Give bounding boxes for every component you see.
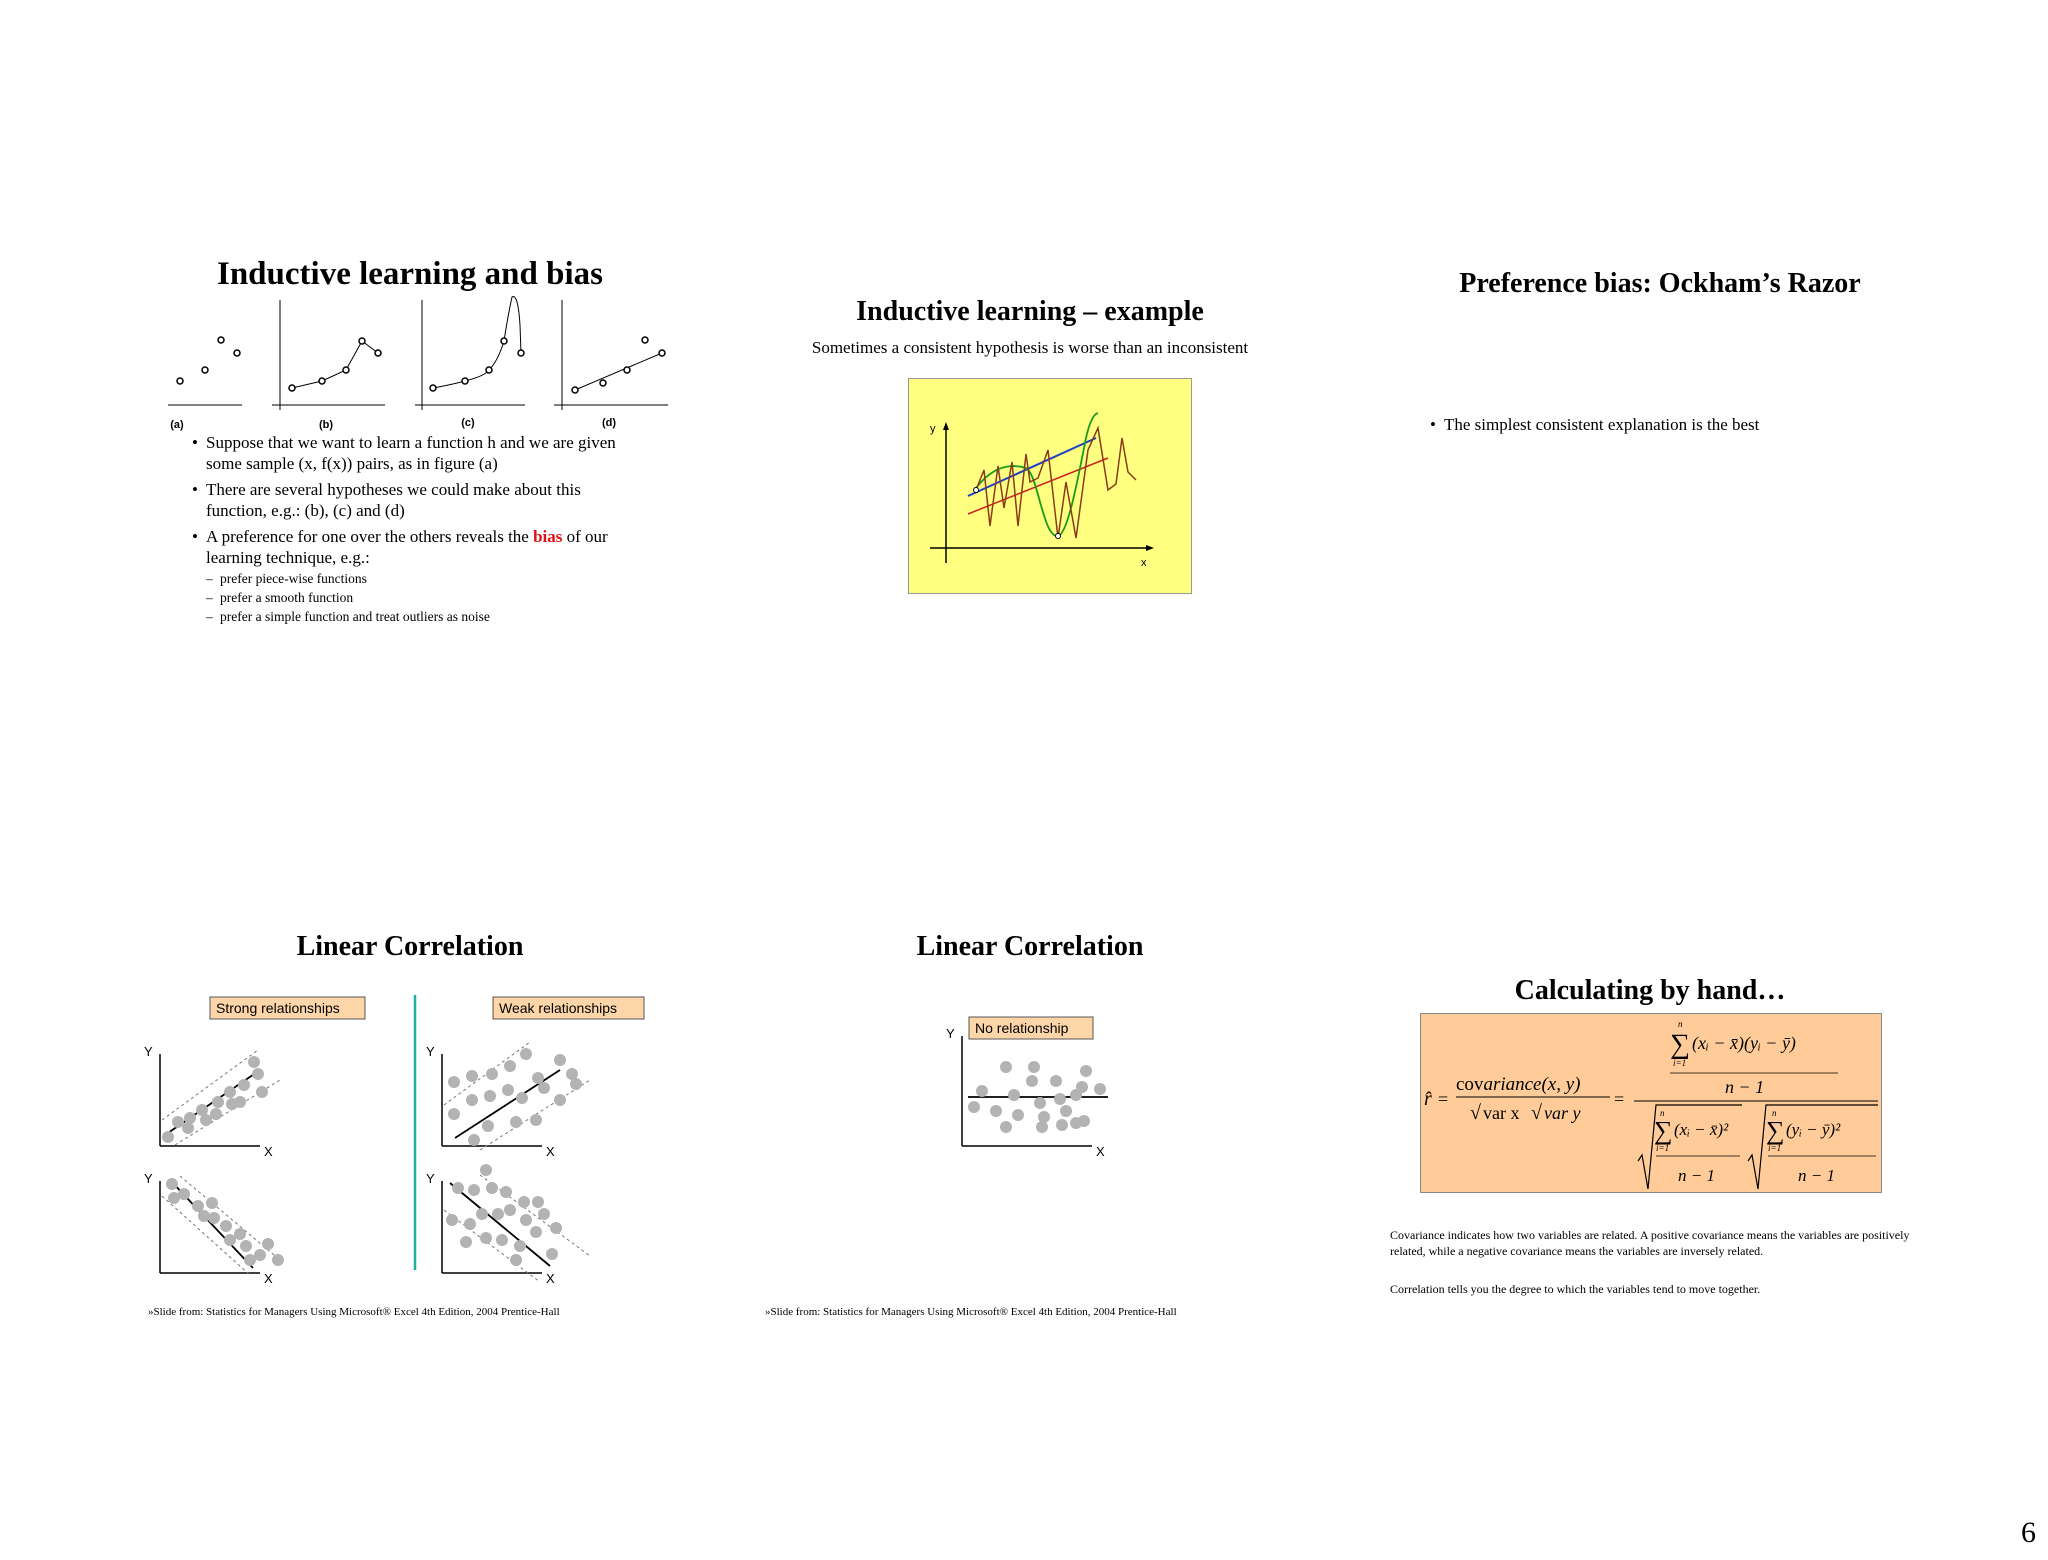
bullet-item: • The simplest consistent explanation is the best xyxy=(1430,414,1910,435)
scatter-point xyxy=(520,1048,532,1060)
sub-item: – prefer piece-wise functions xyxy=(206,569,642,588)
svg-text:i=1: i=1 xyxy=(1656,1143,1670,1153)
axis-y-label: Y xyxy=(144,1171,153,1186)
axis-x-label: X xyxy=(264,1144,273,1159)
scatter-point xyxy=(504,1060,516,1072)
scatter-point xyxy=(520,1214,532,1226)
figure-label-c: (c) xyxy=(461,417,475,429)
svg-text:i=1: i=1 xyxy=(1768,1143,1782,1153)
correlation-paragraph: Correlation tells you the degree to which the variables tend to move together. xyxy=(1390,1282,1761,1296)
scatter-point xyxy=(1038,1111,1050,1123)
scatter-point xyxy=(518,1196,530,1208)
scatter-point xyxy=(480,1232,492,1244)
scatter-point xyxy=(172,1116,184,1128)
scatter-point xyxy=(486,1068,498,1080)
scatter-point xyxy=(468,1184,480,1196)
scatter-point xyxy=(248,1056,260,1068)
scatter-point xyxy=(184,1112,196,1124)
scatter-point xyxy=(206,1197,218,1209)
var-x: var x xyxy=(1483,1103,1520,1123)
scatter-point xyxy=(240,1240,252,1252)
figure-label-b: (b) xyxy=(318,419,334,431)
scatter-point xyxy=(1056,1119,1068,1131)
sigma-1: ∑ xyxy=(1670,1029,1690,1060)
bullet-list xyxy=(192,432,642,631)
scatter-point xyxy=(538,1208,550,1220)
scatter-point xyxy=(484,1090,496,1102)
figure-label-a: (a) xyxy=(170,419,184,431)
scatter-point xyxy=(546,1248,558,1260)
scatter-point xyxy=(976,1085,988,1097)
scatter-point xyxy=(1034,1097,1046,1109)
slide-title: Preference bias: Ockham’s Razor xyxy=(1459,268,1861,299)
scatter-point xyxy=(504,1204,516,1216)
axis-y-label: Y xyxy=(426,1044,435,1059)
scatter-point xyxy=(192,1200,204,1212)
scatter-point xyxy=(262,1238,274,1250)
bullet-item: • A preference for one over the others reveals the bias of our learning technique, e.g.: – prefer piece-wise functions – prefer a smooth function – prefer a simple function and treat outliers as noise xyxy=(192,526,642,626)
scatter-point xyxy=(1070,1117,1082,1129)
scatter-point xyxy=(500,1186,512,1198)
scatter-point xyxy=(238,1079,250,1091)
scatter-point xyxy=(210,1108,222,1120)
sigma-3: ∑ xyxy=(1766,1116,1785,1145)
scatter-point xyxy=(516,1092,528,1104)
scatter-point xyxy=(448,1076,460,1088)
scatter-point xyxy=(464,1218,476,1230)
axis-y-label: Y xyxy=(426,1171,435,1186)
scatter-point xyxy=(570,1078,582,1090)
scatter-point xyxy=(452,1182,464,1194)
bias-highlight: bias xyxy=(533,527,563,546)
no-relationship-plot xyxy=(770,1015,1290,1215)
axis-y-label: Y xyxy=(144,1044,153,1059)
slide-title: Inductive learning – example xyxy=(856,296,1204,327)
scatter-point xyxy=(532,1196,544,1208)
sub-item: – prefer a smooth function xyxy=(206,588,642,607)
scatter-point xyxy=(510,1254,522,1266)
example-figure xyxy=(908,378,1192,594)
scatter-point xyxy=(1008,1089,1020,1101)
scatter-point xyxy=(990,1105,1002,1117)
scatter-point xyxy=(1060,1105,1072,1117)
source-credit: »Slide from: Statistics for Managers Using Microsoft® Excel 4th Edition, 2004 Prentice-Hall xyxy=(148,1306,560,1318)
axis-x-label: X xyxy=(1096,1144,1105,1159)
scatter-point xyxy=(466,1070,478,1082)
y-deviation-term: (yᵢ − ȳ)² xyxy=(1786,1120,1841,1139)
sub-item: – prefer a simple function and treat outliers as noise xyxy=(206,607,642,626)
slide-inductive-learning-bias xyxy=(140,250,680,640)
n-minus-1-right: n − 1 xyxy=(1798,1166,1835,1185)
n-minus-1-top: n − 1 xyxy=(1725,1077,1765,1097)
var-y: var y xyxy=(1544,1103,1581,1123)
scatter-point xyxy=(198,1210,210,1222)
scatter-point xyxy=(234,1096,246,1108)
scatter-point xyxy=(182,1122,194,1134)
sqrt-1: √ xyxy=(1470,1102,1481,1124)
axis-x-label: X xyxy=(546,1271,555,1286)
axis-x-label: X xyxy=(264,1271,273,1286)
slide-title: Calculating by hand… xyxy=(1514,975,1786,1006)
weak-relationships-label: Weak relationships xyxy=(499,1000,618,1016)
equals-2: = xyxy=(1614,1089,1625,1109)
scatter-point xyxy=(486,1182,498,1194)
scatter-point xyxy=(492,1208,504,1220)
scatter-point xyxy=(162,1131,174,1143)
svg-text:n: n xyxy=(1678,1019,1683,1029)
r-hat: r̂ xyxy=(1424,1088,1432,1110)
figure-panel-b xyxy=(272,300,385,410)
scatter-point xyxy=(514,1240,526,1252)
correlation-plots xyxy=(140,970,680,1315)
slide-title: Inductive learning and bias xyxy=(216,256,603,292)
scatter-point xyxy=(554,1054,566,1066)
svg-text:n: n xyxy=(1660,1108,1665,1118)
scatter-point xyxy=(224,1234,236,1246)
scatter-point xyxy=(168,1192,180,1204)
scatter-point xyxy=(1080,1065,1092,1077)
scatter-point xyxy=(538,1082,550,1094)
scatter-point xyxy=(550,1222,562,1234)
sub-list xyxy=(206,569,642,626)
axis-y-label: y xyxy=(930,423,936,435)
scatter-point xyxy=(224,1086,236,1098)
scatter-point xyxy=(476,1208,488,1220)
slide-title: Linear Correlation xyxy=(916,931,1144,962)
scatter-point xyxy=(1028,1061,1040,1073)
slide-subtitle: Sometimes a consistent hypothesis is worse than an inconsistent xyxy=(811,338,1249,357)
scatter-point xyxy=(968,1101,980,1113)
axis-y-label: Y xyxy=(946,1026,955,1041)
slide-linear-correlation-2 xyxy=(765,925,1290,1325)
scatter-point xyxy=(482,1120,494,1132)
slide-calculating-by-hand xyxy=(1380,965,1920,1315)
axis-x-label: x xyxy=(1141,557,1147,569)
figure-panel-a xyxy=(168,337,242,405)
scatter-point xyxy=(1094,1083,1106,1095)
bullet-item: • There are several hypotheses we could make about this function, e.g.: (b), (c) and (d) xyxy=(192,479,642,521)
strong-relationships-label: Strong relationships xyxy=(216,1000,340,1016)
scatter-point xyxy=(252,1068,264,1080)
svg-text:n: n xyxy=(1772,1108,1777,1118)
scatter-point xyxy=(1000,1061,1012,1073)
figure-panel-d xyxy=(554,300,668,410)
scatter-point xyxy=(272,1254,284,1266)
scatter-point xyxy=(1036,1121,1048,1133)
scatter-point xyxy=(200,1114,212,1126)
figure-label-d: (d) xyxy=(601,417,617,429)
scatter-point xyxy=(446,1214,458,1226)
figure-panel-c xyxy=(415,297,525,410)
x-deviation-term: (xᵢ − x̄)² xyxy=(1674,1120,1729,1139)
slide-inductive-learning-example xyxy=(770,290,1290,610)
scatter-point xyxy=(468,1134,480,1146)
no-relationship-label: No relationship xyxy=(975,1020,1069,1036)
scatter-point xyxy=(1026,1075,1038,1087)
scatter-point xyxy=(1012,1109,1024,1121)
slide-title: Linear Correlation xyxy=(296,931,524,962)
cov-text: covariance(x, y) xyxy=(1456,1074,1581,1095)
svg-text:i=1: i=1 xyxy=(1673,1058,1687,1068)
scatter-point xyxy=(496,1234,508,1246)
scatter-point xyxy=(554,1094,566,1106)
scatter-point xyxy=(254,1249,266,1261)
slide-ockhams-razor xyxy=(1400,260,1920,460)
scatter-point xyxy=(502,1084,514,1096)
scatter-point xyxy=(480,1164,492,1176)
scatter-point xyxy=(466,1094,478,1106)
scatter-point xyxy=(208,1212,220,1224)
source-credit: »Slide from: Statistics for Managers Using Microsoft® Excel 4th Edition, 2004 Prentice-Hall xyxy=(765,1306,1177,1318)
scatter-point xyxy=(256,1086,268,1098)
scatter-point xyxy=(1050,1075,1062,1087)
scatter-point xyxy=(530,1114,542,1126)
scatter-point xyxy=(530,1226,542,1238)
scatter-point xyxy=(1054,1093,1066,1105)
bullet-item: • Suppose that we want to learn a function h and we are given some sample (x, f(x)) pairs, as in figure (a) xyxy=(192,432,642,474)
equals-1: = xyxy=(1438,1089,1449,1109)
scatter-point xyxy=(532,1072,544,1084)
sqrt-2: √ xyxy=(1531,1102,1542,1124)
covariance-paragraph: Covariance indicates how two variables are related. A positive covariance means the variables are positively related, while a negative covariance means the variables are inversely related. xyxy=(1390,1228,1910,1258)
n-minus-1-left: n − 1 xyxy=(1678,1166,1715,1185)
sigma-2: ∑ xyxy=(1654,1116,1673,1145)
slide-linear-correlation-1 xyxy=(140,925,680,1325)
scatter-point xyxy=(1070,1089,1082,1101)
scatter-point xyxy=(1000,1121,1012,1133)
scatter-point xyxy=(510,1116,522,1128)
correlation-formula xyxy=(1420,1013,1882,1193)
scatter-point xyxy=(220,1220,232,1232)
scatter-point xyxy=(234,1228,246,1240)
scatter-point xyxy=(448,1108,460,1120)
scatter-point xyxy=(166,1178,178,1190)
scatter-point xyxy=(212,1096,224,1108)
axis-x-label: X xyxy=(546,1144,555,1159)
bullet-list xyxy=(1430,414,1910,440)
scatter-point xyxy=(460,1236,472,1248)
numerator-term: (xᵢ − x̄)(yᵢ − ȳ) xyxy=(1692,1033,1796,1053)
page-number: 6 xyxy=(2021,1516,2036,1549)
